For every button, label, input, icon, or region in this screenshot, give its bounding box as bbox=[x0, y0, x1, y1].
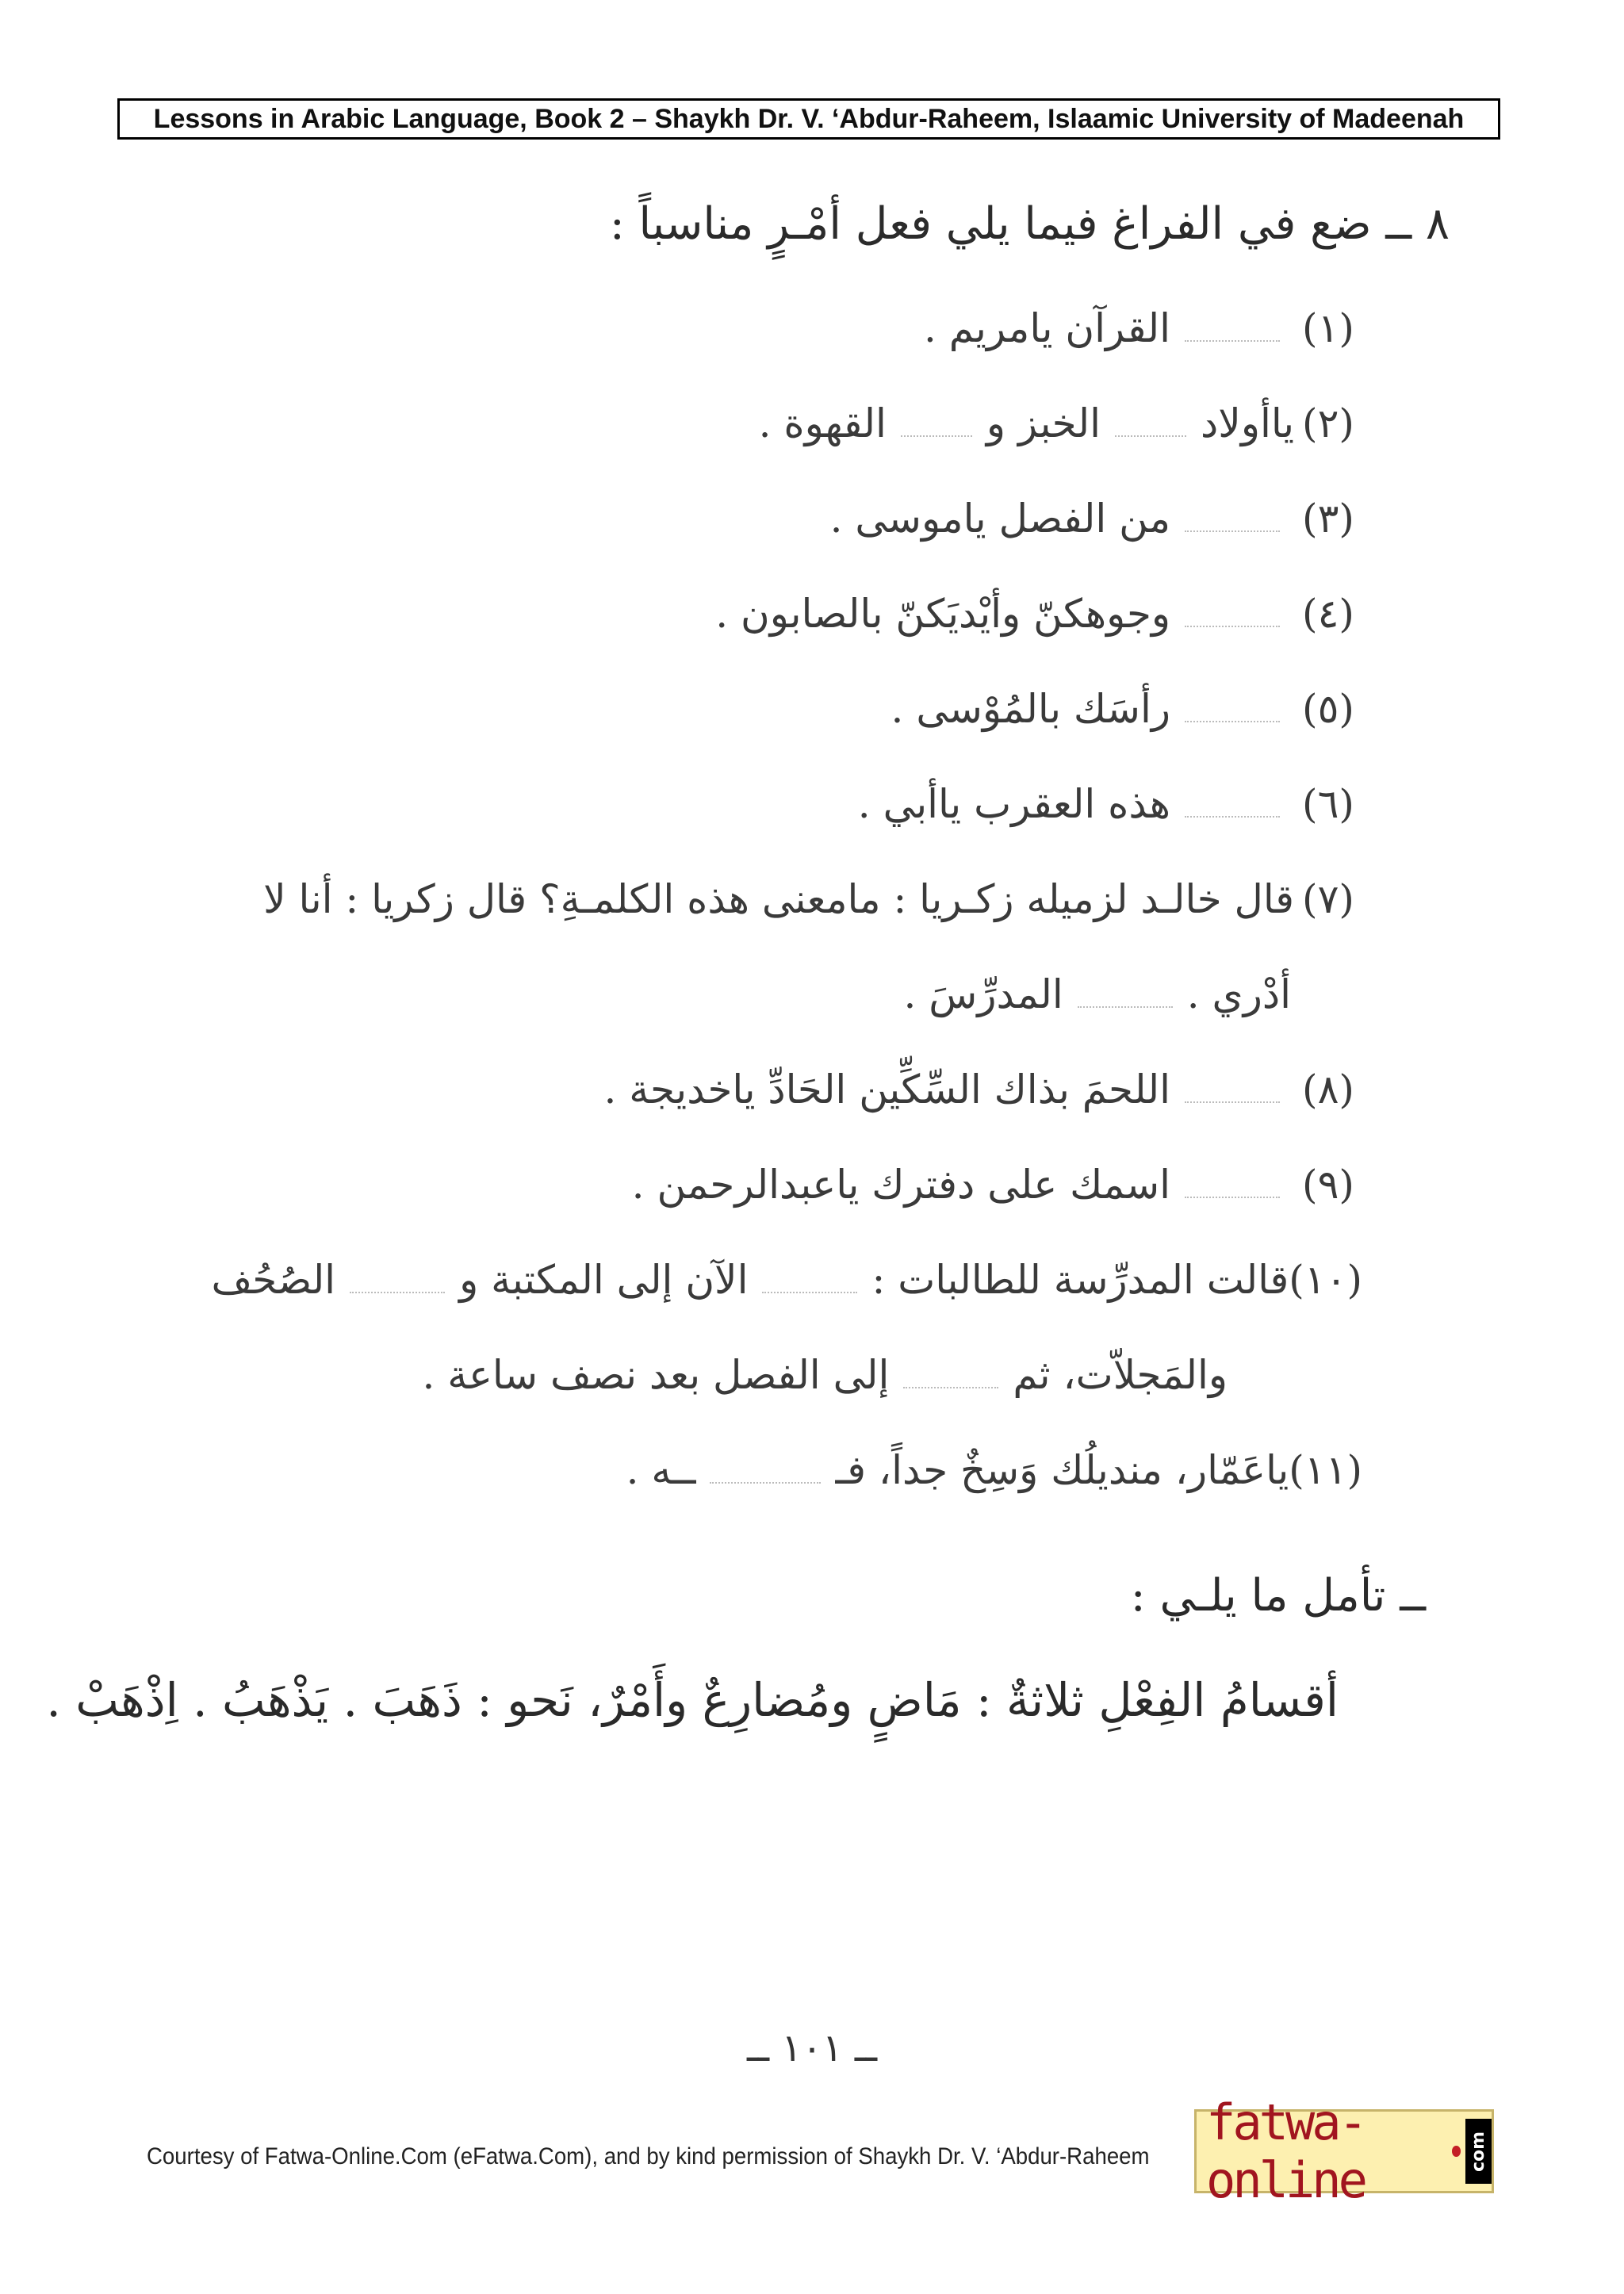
document-header: Lessons in Arabic Language, Book 2 – Shaykh Dr. V. ‘Abdur-Raheem, Islaamic University of Madeenah bbox=[117, 98, 1500, 140]
logo-dot-icon bbox=[1452, 2146, 1461, 2157]
blank bbox=[1185, 720, 1280, 722]
blank bbox=[350, 1291, 445, 1293]
blank bbox=[1185, 530, 1280, 532]
exercise-title: ٨ ــ ضع في الفراغ فيما يلي فعل أمْـرٍ مناسباً : bbox=[609, 198, 1450, 250]
item-text: ــه . bbox=[626, 1447, 696, 1493]
section-heading: ــ تأمل ما يلـي : bbox=[1130, 1570, 1426, 1622]
blank bbox=[1078, 1005, 1173, 1008]
blank bbox=[1185, 815, 1280, 818]
item-number: (٧) bbox=[1302, 876, 1354, 922]
exercise-item-4 bbox=[715, 591, 1362, 637]
item-text: من الفصل ياموسى . bbox=[829, 496, 1170, 542]
item-number: (٥) bbox=[1302, 686, 1354, 732]
item-number: (٢) bbox=[1302, 400, 1354, 446]
item-number: (٦) bbox=[1302, 781, 1354, 827]
exercise-item-11 bbox=[626, 1447, 1362, 1493]
item-text: اللحمَ بذاك السِّكِّين الحَادِّ ياخديجة . bbox=[603, 1067, 1170, 1113]
exercise-item-7 bbox=[263, 876, 1362, 922]
item-text: ياعَمّار، منديلُك وَسِخٌ جداً، فـ bbox=[835, 1447, 1289, 1493]
item-text: الآن إلى المكتبة و bbox=[459, 1257, 749, 1303]
blank bbox=[903, 1386, 998, 1388]
blank bbox=[1185, 1196, 1280, 1198]
exercise-item-5 bbox=[891, 686, 1362, 732]
exercise-item-3 bbox=[830, 496, 1362, 542]
item-number: (٨) bbox=[1302, 1067, 1354, 1113]
item-text: قال خالـد لزميله زكـريا : مامعنى هذه الكلمـةِ؟ قال زكريا : أنا لا bbox=[263, 876, 1294, 922]
blank bbox=[710, 1481, 821, 1484]
item-text: إلى الفصل بعد نصف ساعة . bbox=[422, 1352, 890, 1398]
item-text: والمَجلاّت، ثم bbox=[1013, 1352, 1228, 1398]
item-text: الصُحُف bbox=[211, 1257, 336, 1303]
item-text: الخبز و bbox=[986, 400, 1101, 446]
blank bbox=[1185, 339, 1280, 342]
item-text: القرآن يامريم . bbox=[923, 305, 1170, 351]
exercise-item-9 bbox=[632, 1162, 1362, 1208]
fatwa-online-logo[interactable] bbox=[1194, 2093, 1494, 2209]
logo-suffix: com bbox=[1465, 2119, 1492, 2184]
exercise-item-7-continued bbox=[904, 971, 1291, 1017]
blank bbox=[762, 1291, 857, 1293]
blank bbox=[1185, 1101, 1280, 1103]
item-number: (١) bbox=[1302, 305, 1354, 351]
exercise-item-2 bbox=[759, 400, 1362, 446]
item-text: هذه العقرب ياأبي . bbox=[857, 781, 1170, 827]
footer-credit: Courtesy of Fatwa-Online.Com (eFatwa.Com), and by kind permission of Shaykh Dr. V. ‘Abdur-Raheem bbox=[147, 2143, 1150, 2170]
item-number: (٣) bbox=[1302, 496, 1354, 542]
item-number: (٤) bbox=[1302, 591, 1354, 637]
item-text: قالت المدرِّسة للطالبات : bbox=[871, 1257, 1289, 1303]
grammar-rule: أقسامُ الفِعْلِ ثلاثةٌ : مَاضٍ ومُضارِعٌ وأَمْرٌ، نَحو : ذَهَبَ . يَذْهَبُ . اِذْهَبْ . bbox=[46, 1673, 1339, 1727]
item-number: (١١) bbox=[1289, 1447, 1362, 1493]
exercise-item-8 bbox=[603, 1067, 1362, 1113]
item-text: ياأولاد bbox=[1201, 400, 1294, 446]
exercise-item-10 bbox=[212, 1257, 1362, 1303]
logo-text: fatwa-online bbox=[1206, 2093, 1365, 2209]
item-number: (٩) bbox=[1302, 1162, 1354, 1208]
page-number: ــ ١٠١ ــ bbox=[746, 2026, 878, 2070]
blank bbox=[901, 435, 972, 437]
item-text: أدْري . bbox=[1186, 971, 1291, 1017]
item-number: (١٠) bbox=[1289, 1257, 1362, 1303]
exercise-item-6 bbox=[858, 781, 1362, 827]
item-text: اسمك على دفترك ياعبدالرحمن . bbox=[631, 1162, 1170, 1208]
exercise-item-10-continued bbox=[423, 1352, 1228, 1398]
item-text: وجوهكنّ وأيْديَكنّ بالصابون . bbox=[715, 591, 1170, 637]
item-text: المدرِّسَ . bbox=[903, 971, 1063, 1017]
exercise-item-1 bbox=[924, 305, 1362, 351]
item-text: رأسَك بالمُوْسى . bbox=[891, 686, 1170, 732]
item-text: القهوة . bbox=[758, 400, 887, 446]
blank bbox=[1185, 625, 1280, 627]
blank bbox=[1115, 435, 1186, 437]
